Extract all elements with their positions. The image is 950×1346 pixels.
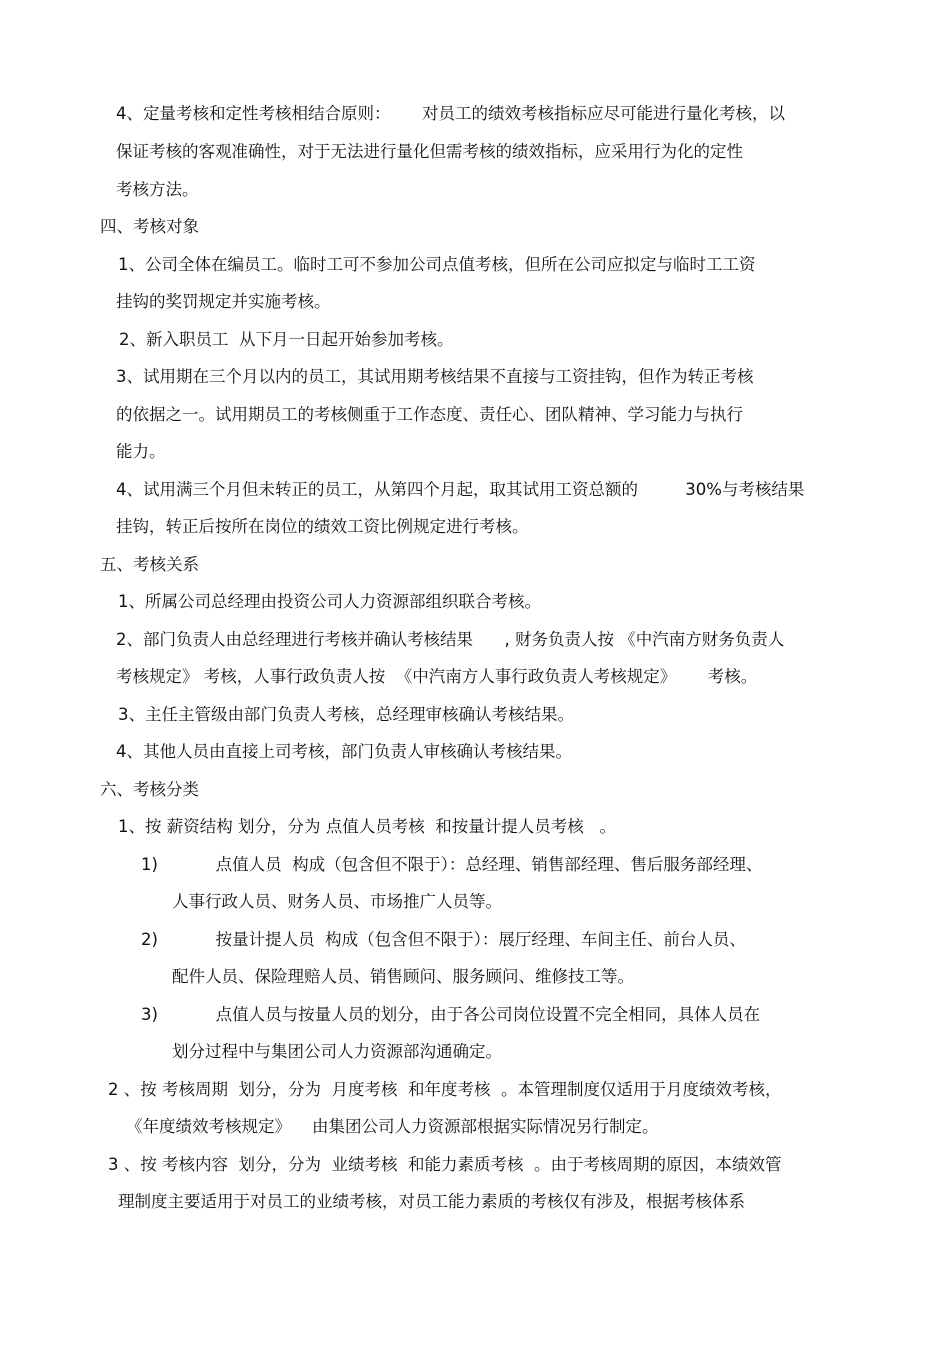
text-line: 保证考核的客观准确性，对于无法进行量化但需考核的绩效指标，应采用行为化的定性 <box>116 142 743 161</box>
text-line: 3 、按 考核内容 划分，分为 业绩考核 和能力素质考核 。由于考核周期的原因，本绩效管 <box>108 1155 782 1174</box>
text-line: 人事行政人员、财务人员、市场推广人员等。 <box>172 892 502 911</box>
text-line: 2、新入职员工 从下月一日起开始参加考核。 <box>119 330 454 349</box>
text-line: 的依据之一。试用期员工的考核侧重于工作态度、责任心、团队精神、学习能力与执行 <box>116 405 743 424</box>
text-line: 1、按 薪资结构 划分，分为 点值人员考核 和按量计提人员考核 。 <box>118 817 616 836</box>
text-line: 4、定量考核和定性考核相结合原则： 对员工的绩效考核指标应尽可能进行量化考核，以 <box>116 104 785 123</box>
text-line: 2 、按 考核周期 划分，分为 月度考核 和年度考核 。本管理制度仅适用于月度绩效考核， <box>108 1080 782 1099</box>
text-line: 4、其他人员由直接上司考核，部门负责人审核确认考核结果。 <box>116 742 572 761</box>
text-line: 理制度主要适用于对员工的业绩考核，对员工能力素质的考核仅有涉及，根据考核体系 <box>118 1192 745 1211</box>
text-line: 2、部门负责人由总经理进行考核并确认考核结果 , 财务负责人按 《中汽南方财务负责人 <box>116 630 785 649</box>
text-line: 配件人员、保险理赔人员、销售顾问、服务顾问、维修技工等。 <box>172 967 634 986</box>
text-line: 1、公司全体在编员工。临时工可不参加公司点值考核，但所在公司应拟定与临时工工资 <box>118 255 756 274</box>
list-item: 3) 点值人员与按量人员的划分，由于各公司岗位设置不完全相同，具体人员在 <box>141 1005 761 1024</box>
section-heading: 六、考核分类 <box>100 780 199 799</box>
text-line: 3、主任主管级由部门负责人考核，总经理审核确认考核结果。 <box>118 705 574 724</box>
text-line: 考核方法。 <box>116 180 199 199</box>
section-heading: 四、考核对象 <box>100 217 199 236</box>
text-line: 《年度绩效考核规定》 由集团公司人力资源部根据实际情况另行制定。 <box>126 1117 659 1136</box>
text-line: 3、试用期在三个月以内的员工，其试用期考核结果不直接与工资挂钩，但作为转正考核 <box>116 367 754 386</box>
list-item: 2) 按量计提人员 构成（包含但不限于）：展厅经理、车间主任、前台人员、 <box>141 930 746 949</box>
text-line: 划分过程中与集团公司人力资源部沟通确定。 <box>172 1042 502 1061</box>
text-line: 1、所属公司总经理由投资公司人力资源部组织联合考核。 <box>118 592 541 611</box>
text-line: 考核规定》 考核，人事行政负责人按 《中汽南方人事行政负责人考核规定》 考核。 <box>116 667 758 686</box>
text-line: 能力。 <box>116 442 166 461</box>
list-item: 1) 点值人员 构成（包含但不限于）：总经理、销售部经理、售后服务部经理、 <box>141 855 763 874</box>
text-line: 挂钩，转正后按所在岗位的绩效工资比例规定进行考核。 <box>116 517 529 536</box>
text-line: 挂钩的奖罚规定并实施考核。 <box>116 292 331 311</box>
text-line: 4、试用满三个月但未转正的员工，从第四个月起，取其试用工资总额的 30%与考核结果 <box>116 480 805 499</box>
section-heading: 五、考核关系 <box>100 555 199 574</box>
